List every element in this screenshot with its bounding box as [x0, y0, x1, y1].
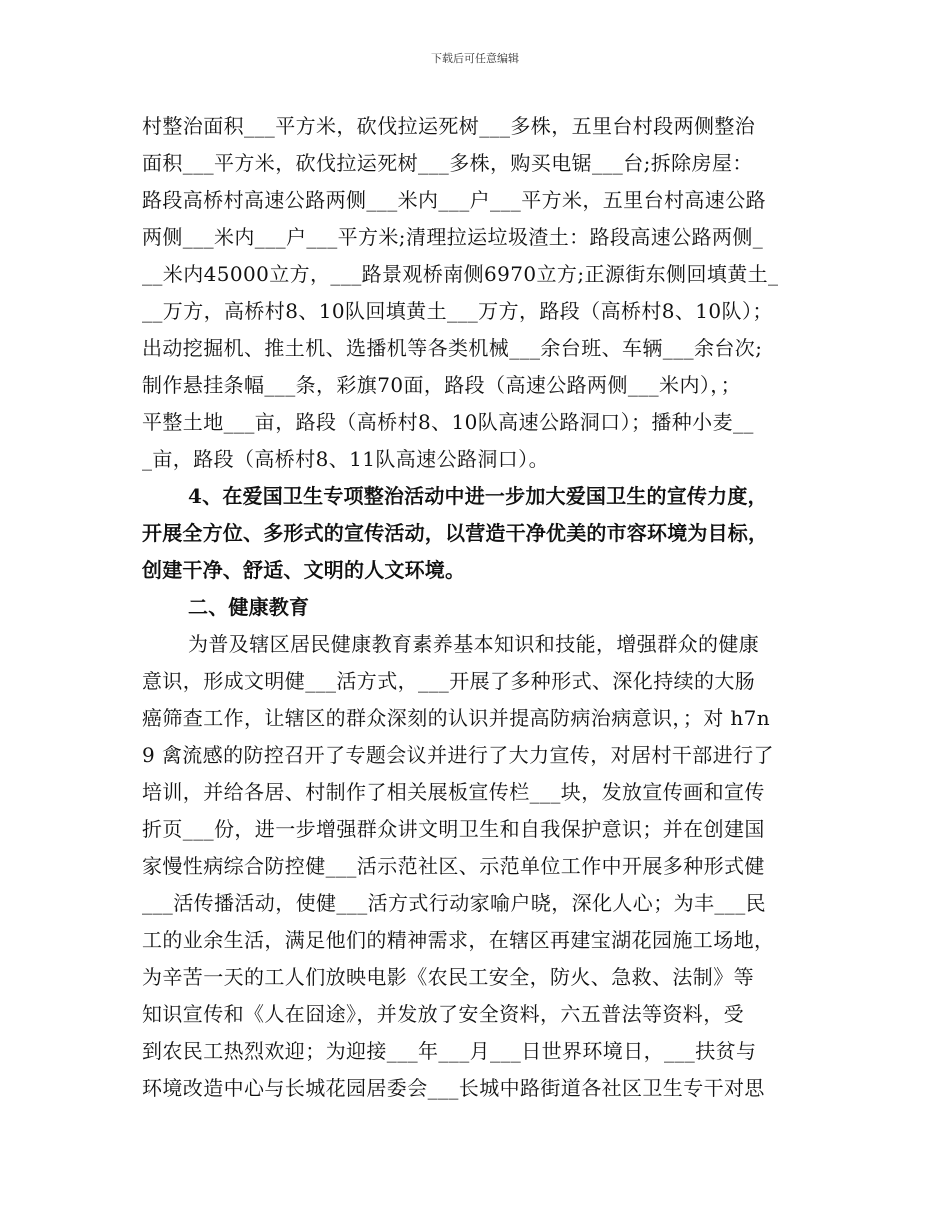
text-line: 工的业余生活，满足他们的精神需求，在辖区再建宝湖花园施工场地， [142, 928, 775, 952]
text-line: 开展全方位、多形式的宣传活动，以营造干净优美的市容环境为目标， [142, 521, 769, 545]
text-line: 路段高桥村高速公路两侧___米内___户___平方米，五里台村高速公路 [142, 188, 766, 212]
text-line: 面积___平方米，砍伐拉运死树___多株，购买电锯___台;拆除房屋： [142, 151, 753, 175]
document-body [142, 108, 816, 1107]
text-line: 家慢性病综合防控健___活示范社区、示范单位工作中开展多种形式健 [142, 854, 765, 878]
text-line: 知识宣传和《人在囧途》，并发放了安全资料，六五普法等资料，受 [142, 1002, 744, 1026]
page-header: 下载后可任意编辑 [431, 52, 519, 65]
text-line: 两侧___米内___户___平方米;清理拉运垃圾渣土：路段高速公路两侧_ [142, 225, 764, 249]
text-line: 二、健康教育 [188, 595, 310, 619]
text-line: ___活传播活动，使健___活方式行动家喻户晓，深化人心；为丰___民 [142, 891, 766, 915]
text-line: 培训，并给各居、村制作了相关展板宣传栏___块，发放宣传画和宣传 [142, 780, 765, 804]
text-line: 环境改造中心与长城花园居委会___长城中路街道各社区卫生专干对思 [142, 1076, 765, 1100]
text-line: 出动挖掘机、推土机、选播机等各类机械___余台班、车辆___余台次; [142, 336, 763, 360]
text-line: 癌筛查工作，让辖区的群众深刻的认识并提高防病治病意识，；对 h7n [142, 706, 771, 730]
text-line: 创建干净、舒适、文明的人文环境。 [142, 558, 466, 582]
text-line: 村整治面积___平方米，砍伐拉运死树___多株，五里台村段两侧整治 [142, 114, 756, 138]
text-line: 4、在爱国卫生专项整治活动中进一步加大爱国卫生的宣传力度， [188, 484, 768, 508]
text-line: 为辛苦一天的工人们放映电影《农民工安全，防火、急救、法制》等 [142, 965, 754, 989]
text-line: 平整土地___亩，路段（高桥村8、10队高速公路洞口）；播种小麦__ [142, 410, 754, 434]
text-line: __万方，高桥村8、10队回填黄土___万方，路段（高桥村8、10队）； [142, 299, 773, 323]
text-line: _亩，路段（高桥村8、11队高速公路洞口）。 [142, 447, 549, 471]
text-line: 9 禽流感的防控召开了专题会议并进行了大力宣传，对居村干部进行了 [142, 743, 774, 767]
text-line: 到农民工热烈欢迎；为迎接___年___月___日世界环境日，___扶贫与 [142, 1039, 757, 1063]
text-line: 制作悬挂条幅___条，彩旗70面，路段（高速公路两侧___米内），； [142, 373, 742, 397]
text-line: 意识，形成文明健___活方式，___开展了多种形式、深化持续的大肠 [142, 669, 756, 693]
text-line: 折页___份，进一步增强群众讲文明卫生和自我保护意识；并在创建国 [142, 817, 765, 841]
text-line: __米内45000立方，___路景观桥南侧6970立方;正源街东侧回填黄土_ [142, 262, 779, 286]
text-line: 为普及辖区居民健康教育素养基本知识和技能，增强群众的健康 [188, 632, 760, 656]
